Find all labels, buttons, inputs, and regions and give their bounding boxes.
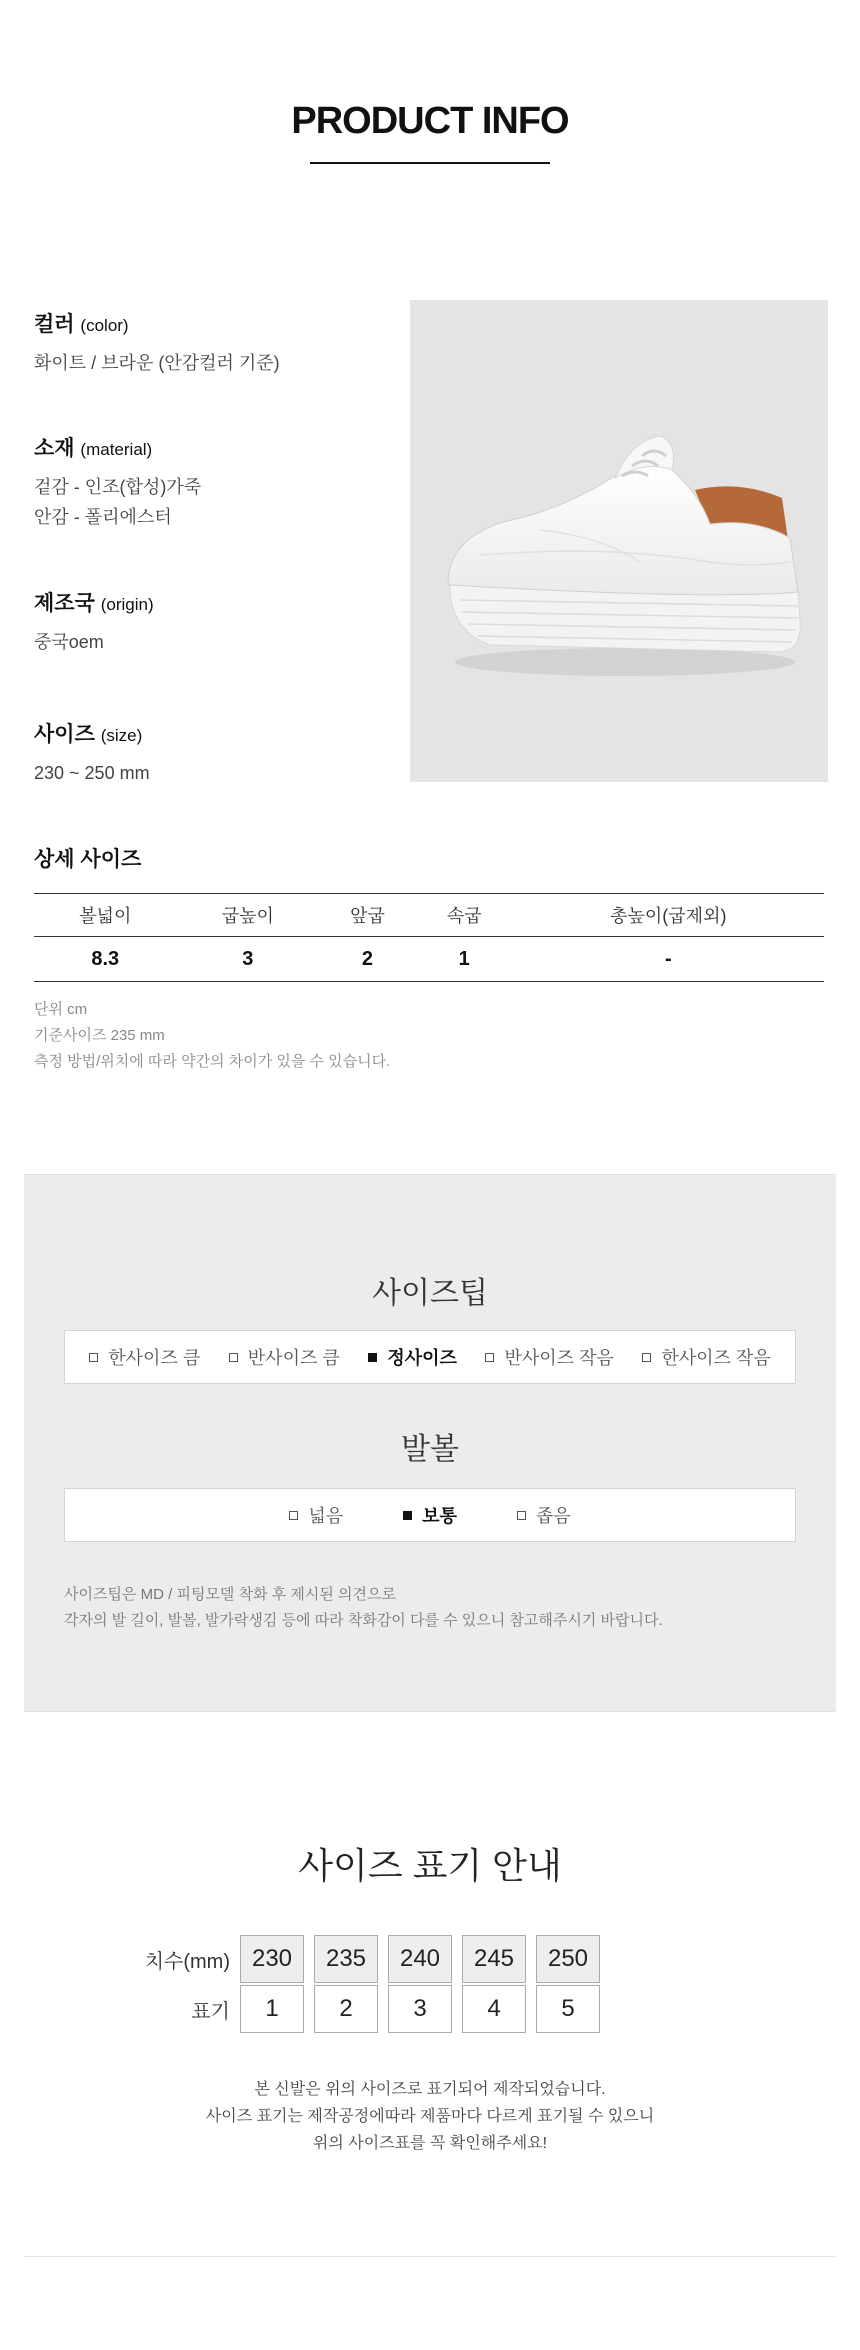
origin-label — [34, 587, 154, 617]
detail-size-notes — [34, 997, 390, 1075]
mark-cell: 1 — [240, 1985, 304, 2033]
sneaker-illustration — [410, 300, 828, 782]
mark-cell: 2 — [314, 1985, 378, 2033]
detail-size-header-row — [34, 894, 824, 937]
size-tip-options — [64, 1330, 796, 1384]
header-front-heel: 앞굽 — [319, 894, 416, 937]
material-value — [34, 472, 201, 532]
option-label: 한사이즈 작음 — [661, 1348, 771, 1368]
option-label: 한사이즈 큼 — [108, 1348, 201, 1368]
value-total-height: - — [513, 937, 824, 982]
foot-width-options — [64, 1488, 796, 1542]
option-label: 보통 — [422, 1506, 457, 1526]
size-cell: 235 — [314, 1935, 378, 1983]
size-tip-option — [89, 1344, 200, 1370]
size-tip-option — [642, 1344, 770, 1370]
origin-label-en: (origin) — [100, 595, 154, 614]
mark-cell: 3 — [388, 1985, 452, 2033]
size-tip-option — [229, 1344, 340, 1370]
checkbox-empty-icon — [642, 1353, 651, 1362]
mark-row-label: 표기 — [191, 2000, 230, 2023]
value-ball-width: 8.3 — [34, 937, 177, 982]
detail-size-title: 상세 사이즈 — [34, 848, 142, 871]
color-label-ko: 컬러 — [34, 313, 75, 336]
size-guide-mark-row — [130, 1985, 600, 2033]
value-heel-height: 3 — [177, 937, 320, 982]
tip-note-line: 사이즈팁은 MD / 피팅모델 착화 후 제시된 의견으로 — [64, 1586, 396, 1603]
mark-cell: 5 — [536, 1985, 600, 2033]
color-label-en: (color) — [80, 316, 129, 335]
size-guide-title: 사이즈 표기 안내 — [298, 1845, 562, 1886]
size-label — [34, 718, 142, 748]
note-measure: 측정 방법/위치에 따라 약간의 차이가 있을 수 있습니다. — [34, 1053, 391, 1070]
size-cell: 240 — [388, 1935, 452, 1983]
material-label — [34, 432, 152, 462]
detail-size-value-row — [34, 937, 824, 982]
value-front-heel: 2 — [319, 937, 416, 982]
mark-cell: 4 — [462, 1985, 526, 2033]
color-value: 화이트 / 브라운 (안감컬러 기준) — [34, 353, 280, 373]
size-label-ko: 사이즈 — [34, 723, 95, 746]
guide-note-line: 사이즈 표기는 제작공정에따라 제품마다 다르게 표기될 수 있으니 — [205, 2108, 655, 2125]
foot-width-title: 발볼 — [401, 1433, 459, 1466]
size-tip-option — [485, 1344, 613, 1370]
material-label-en: (material) — [80, 440, 153, 459]
option-label: 좁음 — [535, 1506, 571, 1526]
checkbox-empty-icon — [485, 1353, 494, 1362]
option-label: 반사이즈 큼 — [247, 1348, 340, 1368]
header-insole: 속굽 — [416, 894, 513, 937]
guide-note-line: 본 신발은 위의 사이즈로 표기되어 제작되었습니다. — [254, 2081, 606, 2098]
checkbox-empty-icon — [517, 1511, 526, 1520]
page-title: PRODUCT INFO — [291, 100, 569, 142]
note-base-size: 기준사이즈 235 mm — [34, 1027, 165, 1044]
guide-note-line: 위의 사이즈표를 꼭 확인해주세요! — [312, 2135, 548, 2152]
size-guide-size-row — [130, 1935, 600, 1983]
size-tip-title: 사이즈팁 — [372, 1277, 488, 1310]
checkbox-filled-icon — [403, 1511, 412, 1520]
size-tip-option-selected — [368, 1344, 457, 1370]
size-value: 230 ~ 250 mm — [34, 763, 150, 783]
size-cell: 230 — [240, 1935, 304, 1983]
tip-note-line: 각자의 발 길이, 발볼, 발가락생김 등에 따라 착화감이 다를 수 있으니 참고해주시기 바랍니다. — [64, 1612, 663, 1629]
foot-width-option-selected — [403, 1502, 457, 1528]
size-row-label: 치수(mm) — [144, 1950, 230, 1973]
size-guide-notes — [0, 2076, 860, 2157]
checkbox-empty-icon — [89, 1353, 98, 1362]
material-outer: 겉감 - 인조(합성)가죽 — [34, 477, 202, 497]
detail-size-table — [34, 893, 824, 982]
foot-width-option — [517, 1502, 571, 1528]
material-lining: 안감 - 폴리에스터 — [34, 507, 172, 527]
material-label-ko: 소재 — [34, 437, 75, 460]
title-underline — [310, 162, 550, 164]
size-label-en: (size) — [100, 726, 143, 745]
header-total-height: 총높이(굽제외) — [513, 894, 824, 937]
checkbox-empty-icon — [229, 1353, 238, 1362]
note-unit: 단위 cm — [34, 1001, 88, 1018]
product-photo — [410, 300, 828, 782]
checkbox-filled-icon — [368, 1353, 377, 1362]
foot-width-option — [289, 1502, 343, 1528]
option-label: 넓음 — [308, 1506, 344, 1526]
header-ball-width: 볼넓이 — [34, 894, 177, 937]
origin-value: 중국oem — [34, 632, 104, 652]
color-label — [34, 308, 129, 338]
bottom-divider — [24, 2256, 836, 2257]
option-label: 정사이즈 — [387, 1348, 457, 1368]
size-cell: 250 — [536, 1935, 600, 1983]
origin-label-ko: 제조국 — [34, 592, 95, 615]
size-cell: 245 — [462, 1935, 526, 1983]
value-insole: 1 — [416, 937, 513, 982]
option-label: 반사이즈 작음 — [504, 1348, 614, 1368]
checkbox-empty-icon — [289, 1511, 298, 1520]
size-tip-notes — [64, 1582, 663, 1634]
header-heel-height: 굽높이 — [177, 894, 320, 937]
